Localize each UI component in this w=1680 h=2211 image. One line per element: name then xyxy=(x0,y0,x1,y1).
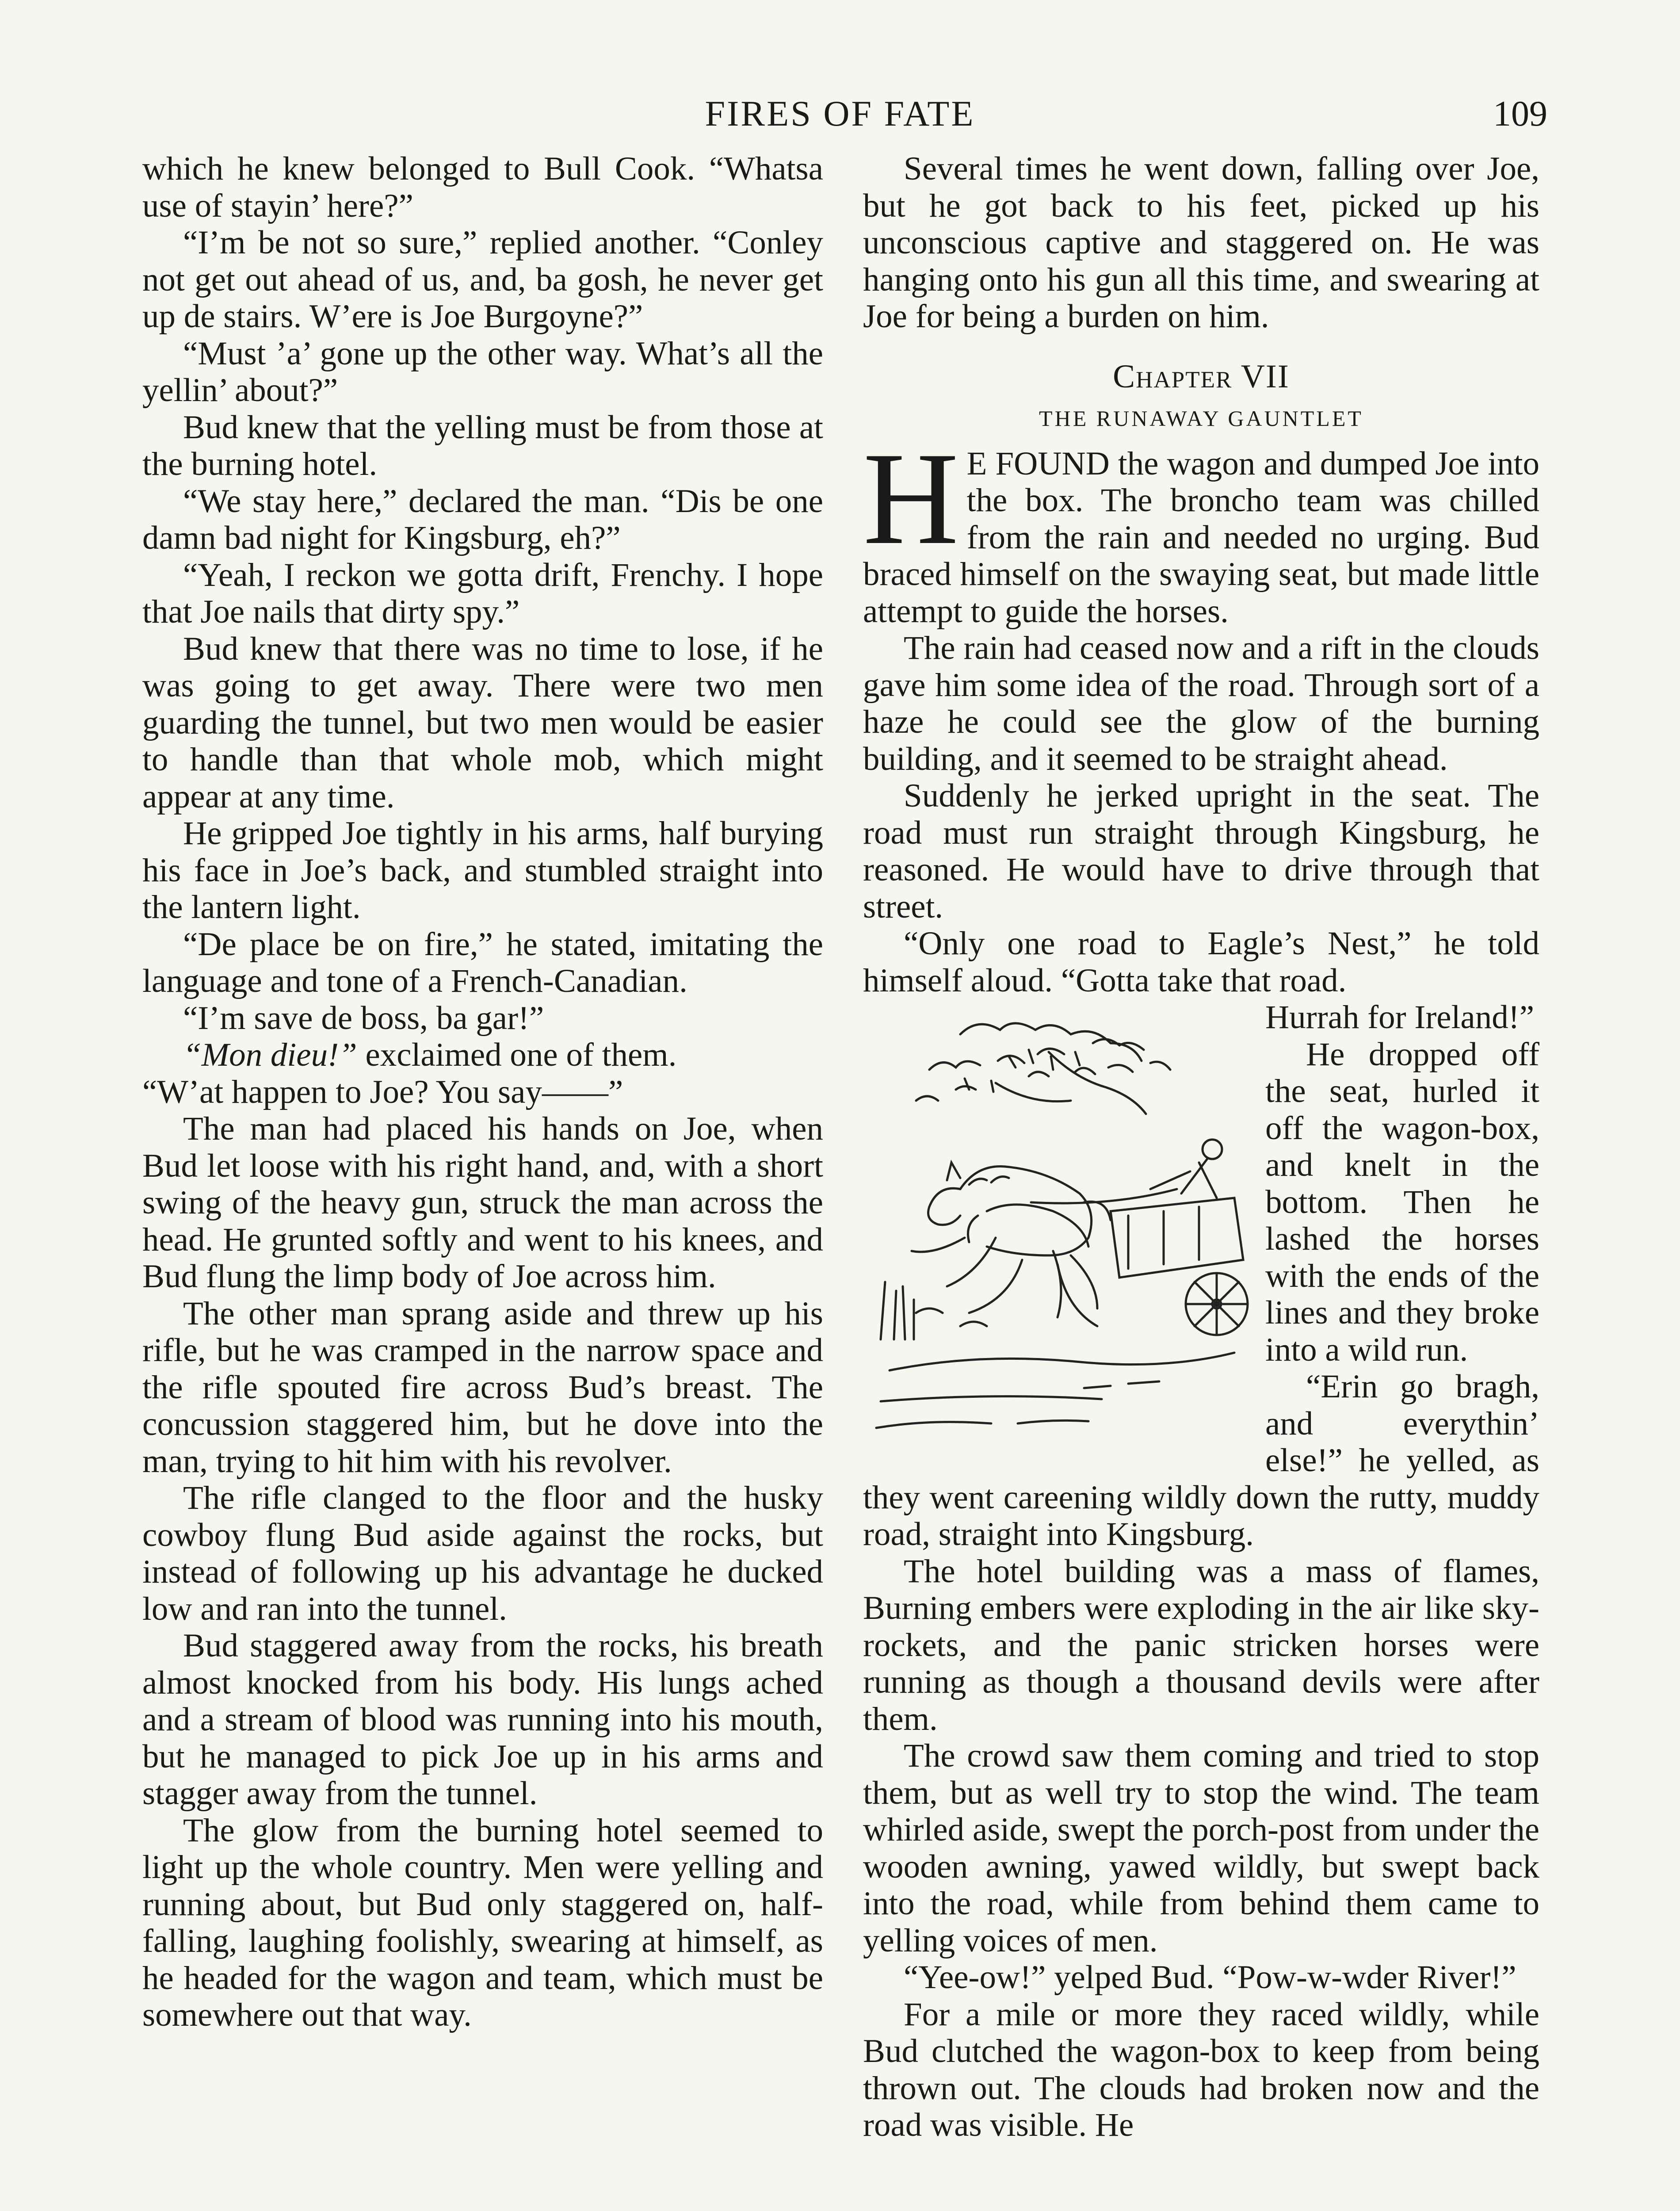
paragraph: The crowd saw them coming and tried to stop them, but as well try to stop the wind. The team whirled aside, swept the porch-post from under the wooden awning, yawed wildly, but swept back into the road, while from behind them came to yelling voices of men. xyxy=(863,1737,1539,1959)
right-column xyxy=(863,150,1539,2144)
paragraph: The man had placed his hands on Joe, when Bud let loose with his right hand, and, with a short swing of the heavy gun, struck the man across the head. He grunted softly and went to his knees, and Bud flung the limp body of Joe across him. xyxy=(142,1110,823,1295)
paragraph: Suddenly he jerked upright in the seat. The road must run straight through Kingsburg, he reasoned. He would have to drive through that street. xyxy=(863,777,1539,925)
paragraph: The rifle clanged to the floor and the husky cowboy flung Bud aside against the rocks, but instead of following up his advantage he ducked low and ran into the tunnel. xyxy=(142,1480,823,1627)
opening-paragraph xyxy=(863,425,1539,630)
running-head xyxy=(0,93,1680,137)
paragraph: “I’m save de boss, ba gar!” xyxy=(183,999,544,1037)
paragraph: “Erin go bragh, and everythin’ else!” he yelled, as they went careening wildly down the rutty, muddy road, straight into Kingsburg. xyxy=(863,1368,1539,1553)
paragraph: The hotel building was a mass of flames, Burning embers were exploding in the air like sky-rockets, and the panic stricken horses were running as though a thousand devils were after them. xyxy=(863,1553,1539,1737)
paragraph: The glow from the burning hotel seemed to light up the whole country. Men were yelling and running about, but Bud only staggered on, half-falling, laughing foolishly, swearing at himself, as he headed for the wagon and team, which must be somewhere out that way. xyxy=(142,1812,823,2033)
chapter-title: THE RUNAWAY GAUNTLET xyxy=(1039,406,1363,431)
italic-exclamation: “Mon dieu!” xyxy=(183,1037,357,1073)
paragraph: The other man sprang aside and threw up his rifle, but he was cramped in the narrow space and the rifle spouted fire across Bud’s breast. The concussion staggered him, but he dove into the man, trying to hit him with his revolver. xyxy=(142,1295,823,1480)
paragraph: “W’at happen to Joe? You say——” xyxy=(142,1073,623,1110)
drop-cap: H xyxy=(863,425,959,572)
page-number: 109 xyxy=(1493,93,1547,134)
exclamation-rest: exclaimed one of them. xyxy=(357,1037,677,1073)
left-column xyxy=(142,150,823,2034)
paragraph: “Must ’a’ gone up the other way. What’s all the yellin’ about?” xyxy=(142,335,823,409)
paragraph: Several times he went down, falling over Joe, but he got back to his feet, picked up his unconscious captive and staggered on. He was hanging onto his gun all this time, and swearing at Joe for being a burden on him. xyxy=(863,150,1539,335)
paragraph: Bud staggered away from the rocks, his breath almost knocked from his body. His lungs ached and a stream of blood was running into his mouth, but he managed to pick Joe up in his arms and stagger away from the tunnel. xyxy=(142,1627,823,1812)
paragraph: He dropped off the seat, hurled it off the wagon-box, and knelt in the bottom. Then he lashed the horses with the ends of the lines and they broke into a wild run. xyxy=(1265,1036,1539,1368)
paragraph: which he knew belonged to Bull Cook. “Whatsa use of stayin’ here?” xyxy=(142,150,823,224)
running-title: FIRES OF FATE xyxy=(705,93,975,134)
paragraph: “I’m be not so sure,” replied another. “Conley not get out ahead of us, and, ba gosh, he never get up de stairs. W’ere is Joe Burgoyne?” xyxy=(142,224,823,335)
paragraph: “Yeah, I reckon we gotta drift, Frenchy. I hope that Joe nails that dirty spy.” xyxy=(142,556,823,630)
paragraph: “Only one road to Eagle’s Nest,” he told himself aloud. “Gotta take that road. xyxy=(863,925,1539,999)
opening-text: E FOUND the wagon and dumped Joe into the box. The broncho team was chilled from the rain and needed no urging. Bud braced himself on the swaying seat, but made little attempt to guide the horses. xyxy=(863,445,1539,630)
paragraph: He gripped Joe tightly in his arms, half burying his face in Joe’s back, and stumbled straight into the lantern light. xyxy=(142,815,823,926)
chapter-number: Chapter VII xyxy=(1113,358,1290,395)
paragraph-continuation: Hurrah for Ireland!” xyxy=(1265,999,1534,1036)
paragraph: Bud knew that the yelling must be from those at the burning hotel. xyxy=(142,409,823,482)
paragraph: The rain had ceased now and a rift in the clouds gave him some idea of the road. Through sort of a haze he could see the glow of the burning building, and it seemed to be straight ahead. xyxy=(863,630,1539,777)
paragraph: Bud knew that there was no time to lose, if he was going to get away. There were two men guarding the tunnel, but two men would be easier to handle than that whole mob, which might appear at any time. xyxy=(142,630,823,815)
paragraph: “We stay here,” declared the man. “Dis be one damn bad night for Kingsburg, eh?” xyxy=(142,482,823,556)
illustration-drawing xyxy=(863,1003,1252,1441)
runaway-wagon-illustration xyxy=(863,1003,1252,1441)
paragraph: “Yee-ow!” yelped Bud. “Pow-w-wder River!” xyxy=(904,1959,1516,1996)
paragraph: For a mile or more they raced wildly, while Bud clutched the wagon-box to keep from being thrown out. The clouds had broken now and the road was visible. He xyxy=(863,1996,1539,2143)
paragraph: “De place be on fire,” he stated, imitating the language and tone of a French-Canadian. xyxy=(142,926,823,999)
paragraph-exclamation xyxy=(142,1037,823,1074)
